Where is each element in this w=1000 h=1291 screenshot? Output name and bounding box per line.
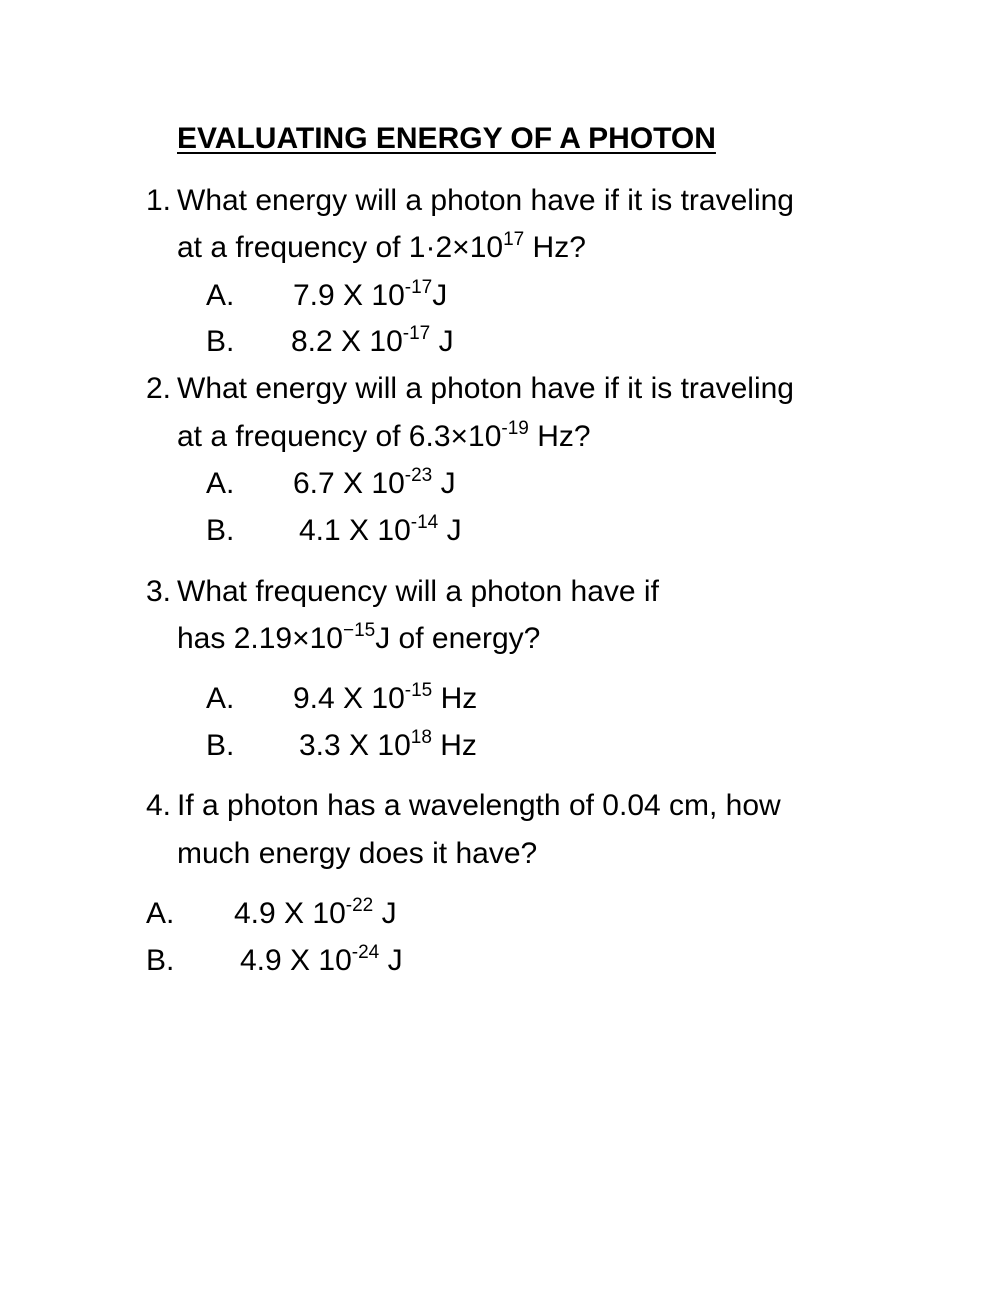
option-value: 4.9 X $10^{-22}$ J bbox=[234, 895, 397, 930]
option-letter: A. bbox=[206, 467, 235, 500]
option-letter: B. bbox=[206, 325, 235, 358]
option-value: 4.1 X $10^{-14}$ J bbox=[299, 512, 462, 547]
option-value: 6.7 X $10^{-23}$ J bbox=[293, 465, 456, 500]
question-text: If a photon has a wavelength of 0.04 cm, how bbox=[177, 789, 781, 822]
option-value: 3.3 X $10^{18}$ Hz bbox=[299, 727, 477, 762]
question-text: at a frequency of $1\cdot 2\times 10^{17}$ Hz? bbox=[177, 229, 586, 264]
question-text: What energy will a photon have if it is traveling bbox=[177, 372, 794, 405]
question-number: 3. bbox=[146, 575, 172, 608]
question-text: What frequency will a photon have if bbox=[177, 575, 659, 608]
option-value: 7.9 X $10^{-17}J$ bbox=[293, 277, 448, 312]
option-letter: B. bbox=[206, 514, 235, 547]
option-value: 9.4 X $10^{-15}$ Hz bbox=[293, 680, 478, 715]
option-value: 8.2 X $10^{-17}$ J bbox=[291, 323, 454, 358]
question-number: 2. bbox=[146, 372, 172, 405]
question-number: 4. bbox=[146, 789, 172, 822]
option-value: 4.9 X $10^{-24}$ J bbox=[240, 942, 403, 977]
option-letter: A. bbox=[206, 682, 235, 715]
question-text: What energy will a photon have if it is traveling bbox=[177, 184, 794, 217]
question-text: much energy does it have? bbox=[177, 837, 538, 870]
option-letter: B. bbox=[146, 944, 175, 977]
question-text: has $2.19\times 10^{-15}J$ of energy? bbox=[177, 620, 541, 655]
option-letter: A. bbox=[146, 897, 175, 930]
page-title: EVALUATING ENERGY OF A PHOTON bbox=[177, 122, 716, 155]
question-text: at a frequency of $6.3\times 10^{-19}$ Hz? bbox=[177, 418, 591, 453]
question-number: 1. bbox=[146, 184, 172, 217]
option-letter: B. bbox=[206, 729, 235, 762]
option-letter: A. bbox=[206, 279, 235, 312]
